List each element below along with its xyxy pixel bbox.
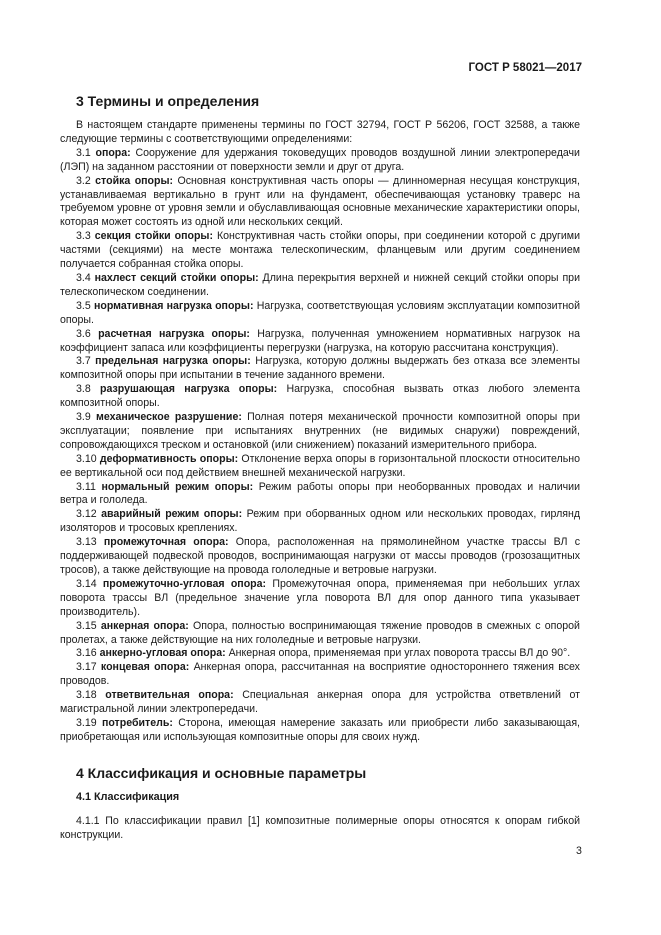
document-id: ГОСТ Р 58021—2017 <box>468 62 582 74</box>
term-entry <box>60 647 580 661</box>
term-definition: Нагрузка, которую должны выдержать без отказа все элементы композитной опоры при испытании в течение заданного времени. <box>60 355 580 382</box>
term-entry <box>60 328 580 356</box>
term-number: 3.5 <box>76 299 91 312</box>
term-name: анкерная опора: <box>100 619 189 632</box>
term-definition: Длина перекрытия верхней и нижней секций стойки опоры при телескопическом соединении. <box>60 271 580 298</box>
term-definition: Опора, полностью воспринимающая тяжение проводов в смежных с опорой пролетах, а также действующие на них гололедные и ветровые нагрузки. <box>60 619 580 646</box>
term-entry <box>60 536 580 578</box>
term-entry <box>60 453 580 481</box>
term-number: 3.18 <box>76 689 97 702</box>
term-name: секция стойки опоры: <box>94 230 213 243</box>
term-name: механическое разрушение: <box>95 411 242 424</box>
term-entry <box>60 578 580 620</box>
term-entry <box>60 508 580 536</box>
term-definition: Нагрузка, полученная умножением нормативных нагрузок на коэффициент запаса или коэффициенты перегрузки (нагрузка, на которую рассчитана конструкция). <box>60 327 580 354</box>
term-definition: Нагрузка, соответствующая условиям эксплуатации композитной опоры. <box>60 299 580 326</box>
section-4-heading: 4 Классификация и основные параметры <box>76 764 367 781</box>
terms-list <box>60 147 580 745</box>
term-number: 3.17 <box>76 661 97 674</box>
term-name: нормативная нагрузка опоры: <box>93 299 254 312</box>
term-number: 3.2 <box>76 174 91 187</box>
term-name: нормальный режим опоры: <box>101 480 254 493</box>
paragraph-4-1-1: 4.1.1 По классификации правил [1] композитные полимерные опоры относятся к опорам гибкой конструкции. <box>60 814 580 841</box>
term-definition: Режим при оборванных одном или нескольких проводах, гирлянд изоляторов и тросовых креплениях. <box>60 508 581 535</box>
term-entry <box>60 620 580 648</box>
term-number: 3.6 <box>76 327 91 340</box>
term-definition: Основная конструктивная часть опоры — длинномерная несущая конструкция, устанавливаемая вертикально в грунт или на фундамент, обеспечивающая установку траверс на требуемом уровне от уровня земли и обуславливающая основные механические характеристики опоры, которая может состоять из одной или нескольких секций. <box>60 174 580 229</box>
term-definition: Полная потеря механической прочности композитной опоры при эксплуатации; появление при испытаниях внутренних (не видимых снаружи) повреждений, сопровождающихся треском и остановкой (или снижением) показаний измерительного прибора. <box>60 411 580 451</box>
term-name: деформативность опоры: <box>99 452 239 465</box>
term-entry <box>60 481 580 509</box>
term-name: предельная нагрузка опоры: <box>95 355 251 368</box>
term-definition: Нагрузка, способная вызвать отказ любого элемента композитной опоры. <box>60 383 580 410</box>
term-definition: Анкерная опора, применяемая при углах поворота трассы ВЛ до 90°. <box>228 647 571 660</box>
term-number: 3.12 <box>76 508 97 521</box>
section-3-heading: 3 Термины и определения <box>76 93 260 109</box>
term-number: 3.14 <box>76 577 97 590</box>
term-name: потребитель: <box>101 716 173 729</box>
term-entry <box>60 175 580 231</box>
page-number: 3 <box>576 845 582 857</box>
term-entry <box>60 411 580 453</box>
term-number: 3.8 <box>76 383 91 396</box>
term-entry <box>60 147 580 175</box>
term-entry <box>60 689 580 717</box>
term-number: 3.15 <box>76 619 97 632</box>
term-entry <box>60 230 580 272</box>
term-name: нахлест секций стойки опоры: <box>94 271 259 284</box>
term-definition: Режим работы опоры при необорванных проводах и наличии ветра и гололеда. <box>60 480 580 507</box>
term-number: 3.16 <box>76 647 97 660</box>
section-3-intro: В настоящем стандарте применены термины по ГОСТ 32794, ГОСТ Р 56206, ГОСТ 32588, а также следующие термины с соответствующими определениями: <box>60 119 580 145</box>
term-number: 3.7 <box>76 355 91 368</box>
term-entry <box>60 717 580 745</box>
term-name: анкерно-угловая опора: <box>99 647 226 660</box>
term-name: аварийный режим опоры: <box>101 508 243 521</box>
term-number: 3.3 <box>76 230 91 243</box>
term-name: ответвительная опора: <box>105 689 234 702</box>
term-definition: Анкерная опора, рассчитанная на восприятие одностороннего тяжения всех проводов. <box>60 661 580 688</box>
term-entry <box>60 661 580 689</box>
term-definition: Отклонение верха опоры в горизонтальной плоскости относительно ее вертикальной оси под действием внешней механической нагрузки. <box>60 452 580 479</box>
page-content <box>60 93 580 843</box>
term-name: промежуточно-угловая опора: <box>102 577 267 590</box>
term-entry <box>60 300 580 328</box>
term-name: концевая опора: <box>100 661 190 674</box>
term-definition: Промежуточная опора, применяемая при небольших углах поворота трассы ВЛ (предельное значение угла поворота ВЛ для опор данного типа указывает производитель). <box>60 577 580 618</box>
term-number: 3.4 <box>76 271 91 284</box>
term-name: промежуточная опора: <box>103 536 229 549</box>
term-name: опора: <box>95 146 131 159</box>
section-4-1-heading: 4.1 Классификация <box>76 790 180 803</box>
term-name: стойка опоры: <box>95 174 174 187</box>
term-definition: Конструктивная часть стойки опоры, при соединении которой с другими частями (секциями) на месте монтажа телескопическим, фланцевым или другим соединением получается собранная стойка опоры. <box>60 230 580 271</box>
term-definition: Специальная анкерная опора для устройства ответвлений от магистральной линии электропередачи. <box>60 689 580 716</box>
term-number: 3.10 <box>76 452 97 465</box>
term-number: 3.13 <box>76 536 97 549</box>
term-number: 3.11 <box>76 480 96 493</box>
term-definition: Сооружение для удержания токоведущих проводов воздушной линии электропередачи (ЛЭП) на заданном расстоянии от поверхности земли и друг от друга. <box>60 146 580 173</box>
term-name: расчетная нагрузка опоры: <box>98 327 250 340</box>
term-number: 3.1 <box>76 146 91 159</box>
term-number: 3.9 <box>76 411 91 424</box>
term-number: 3.19 <box>76 716 97 729</box>
term-entry <box>60 355 580 383</box>
term-entry <box>60 383 580 411</box>
term-definition: Сторона, имеющая намерение заказать или приобрести либо заказывающая, приобретающая или использующая композитные опоры для своих нужд. <box>60 716 580 743</box>
term-name: разрушающая нагрузка опоры: <box>100 383 278 396</box>
term-entry <box>60 272 580 300</box>
term-definition: Опора, расположенная на прямолинейном участке трассы ВЛ с поддерживающей подвеской проводов, воспринимающая нагрузки от массы проводов (грозозащитных тросов), а также действующие на провода гололедные и ветровые нагрузки. <box>60 536 581 576</box>
